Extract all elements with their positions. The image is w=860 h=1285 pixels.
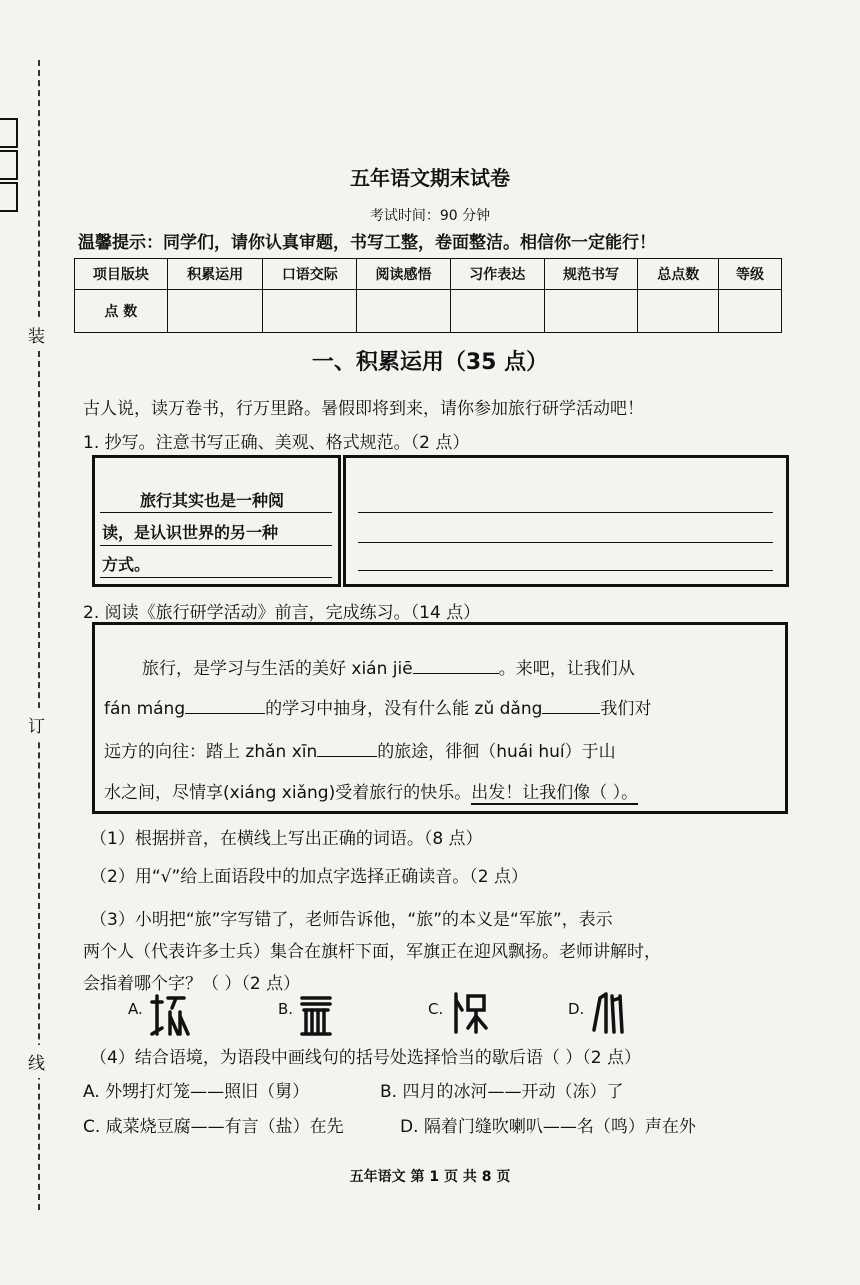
answer-line[interactable] <box>358 570 773 571</box>
choice-b[interactable]: B. 四月的冰河——开动（冻）了 <box>380 1082 624 1102</box>
copy-line: 读，是认识世界的另一种 <box>102 523 279 542</box>
choice-a[interactable]: A. 外甥打灯笼——照旧（舅） <box>83 1082 310 1102</box>
score-cell[interactable] <box>638 290 719 333</box>
blank-zhanxin[interactable] <box>317 738 377 757</box>
ancient-glyph-d-icon <box>590 990 626 1036</box>
underlined-sentence: 出发！让我们像（ ）。 <box>471 783 639 803</box>
passage-line-1 <box>142 654 635 679</box>
score-table <box>74 258 782 333</box>
passage-text: 的学习中抽身，没有什么能 zǔ dǎng <box>265 699 543 719</box>
option-label-c[interactable]: C. <box>428 1000 444 1018</box>
passage-text: 远方的向往：踏上 zhǎn xīn <box>104 742 318 762</box>
score-cell[interactable] <box>263 290 357 333</box>
sub-question-2: （2）用“√”给上面语段中的加点字选择正确读音。（2 点） <box>90 867 528 887</box>
sub-question-3-cont: 两个人（代表许多士兵）集合在旗杆下面，军旗正在迎风飘扬。老师讲解时， <box>83 942 661 962</box>
score-cell[interactable] <box>357 290 451 333</box>
blank-fanmang[interactable] <box>185 695 265 714</box>
sub-question-1: （1）根据拼音，在横线上写出正确的词语。（8 点） <box>90 829 483 849</box>
copy-line: 方式。 <box>102 555 151 574</box>
option-label-a[interactable]: A. <box>128 1000 143 1018</box>
sub-question-3: （3）小明把“旅”字写错了，老师告诉他，“旅”的本义是“军旅”，表示 <box>90 910 613 930</box>
choice-d[interactable]: D. 隔着门缝吹喇叭——名（鸣）声在外 <box>400 1117 696 1137</box>
page-footer: 五年语文 第 1 页 共 8 页 <box>349 1169 511 1185</box>
sub-question-4: （4）结合语境，为语段中画线句的括号处选择恰当的歇后语（ ）（2 点） <box>90 1048 641 1068</box>
passage-line-4 <box>104 778 638 803</box>
blank-zudang[interactable] <box>542 695 600 714</box>
score-cell[interactable] <box>719 290 782 333</box>
answer-line[interactable] <box>358 512 773 513</box>
page-title: 五年语文期末试卷 <box>350 166 510 190</box>
question-1: 1. 抄写。注意书写正确、美观、格式规范。（2 点） <box>83 433 470 453</box>
sub-question-3-cont: 会指着哪个字？（ ）（2 点） <box>83 974 301 994</box>
tip-text: 温馨提示：同学们，请你认真审题，书写工整，卷面整洁。相信你一定能行！ <box>78 233 656 253</box>
table-header: 规范书写 <box>544 259 638 290</box>
ancient-glyph-b-icon <box>298 992 334 1038</box>
section-title: 一、积累运用（35 点） <box>311 350 549 375</box>
passage-text: 的旅途，徘徊（huái huí）于山 <box>377 742 616 762</box>
rule-line <box>100 512 332 513</box>
passage-text: 水之间，尽情享(xiáng xiǎng)受着旅行的快乐。 <box>104 783 472 803</box>
passage-text: 我们对 <box>600 699 652 719</box>
ancient-glyph-a-icon <box>148 992 190 1038</box>
table-header: 积累运用 <box>167 259 263 290</box>
rule-line <box>100 577 332 578</box>
table-header: 等级 <box>719 259 782 290</box>
passage-text: fán máng <box>104 699 186 719</box>
copy-answer-box[interactable] <box>343 455 789 587</box>
table-header: 项目版块 <box>75 259 168 290</box>
table-header: 阅读感悟 <box>357 259 451 290</box>
answer-line[interactable] <box>358 542 773 543</box>
table-header: 口语交际 <box>263 259 357 290</box>
blank-xianjie[interactable] <box>413 655 499 674</box>
option-label-b[interactable]: B. <box>278 1000 294 1018</box>
passage-line-3 <box>104 737 616 762</box>
ancient-glyph-c-icon <box>450 990 494 1036</box>
passage-text: 。来吧，让我们从 <box>498 659 635 679</box>
table-header: 总点数 <box>638 259 719 290</box>
choice-c[interactable]: C. 咸菜烧豆腐——有言（盐）在先 <box>83 1117 344 1137</box>
copy-line: 旅行其实也是一种阅 <box>140 491 285 510</box>
binding-label-ding: 订 <box>28 708 45 741</box>
margin-box <box>0 118 18 148</box>
score-cell[interactable] <box>167 290 263 333</box>
passage-line-2 <box>104 694 651 719</box>
passage-text: 旅行，是学习与生活的美好 xián jiē <box>142 659 413 679</box>
binding-line <box>38 60 40 1210</box>
score-cell[interactable] <box>544 290 638 333</box>
binding-label-xian: 线 <box>28 1045 45 1078</box>
binding-label-zhuang: 装 <box>28 318 45 351</box>
score-cell[interactable] <box>450 290 544 333</box>
row-label: 点 数 <box>75 290 168 333</box>
table-header: 习作表达 <box>450 259 544 290</box>
section-intro: 古人说，读万卷书，行万里路。暑假即将到来，请你参加旅行研学活动吧！ <box>83 399 644 419</box>
exam-time: 考试时间：90 分钟 <box>369 208 491 224</box>
option-label-d[interactable]: D. <box>568 1000 585 1018</box>
rule-line <box>100 545 332 546</box>
question-2: 2. 阅读《旅行研学活动》前言，完成练习。（14 点） <box>83 603 481 623</box>
